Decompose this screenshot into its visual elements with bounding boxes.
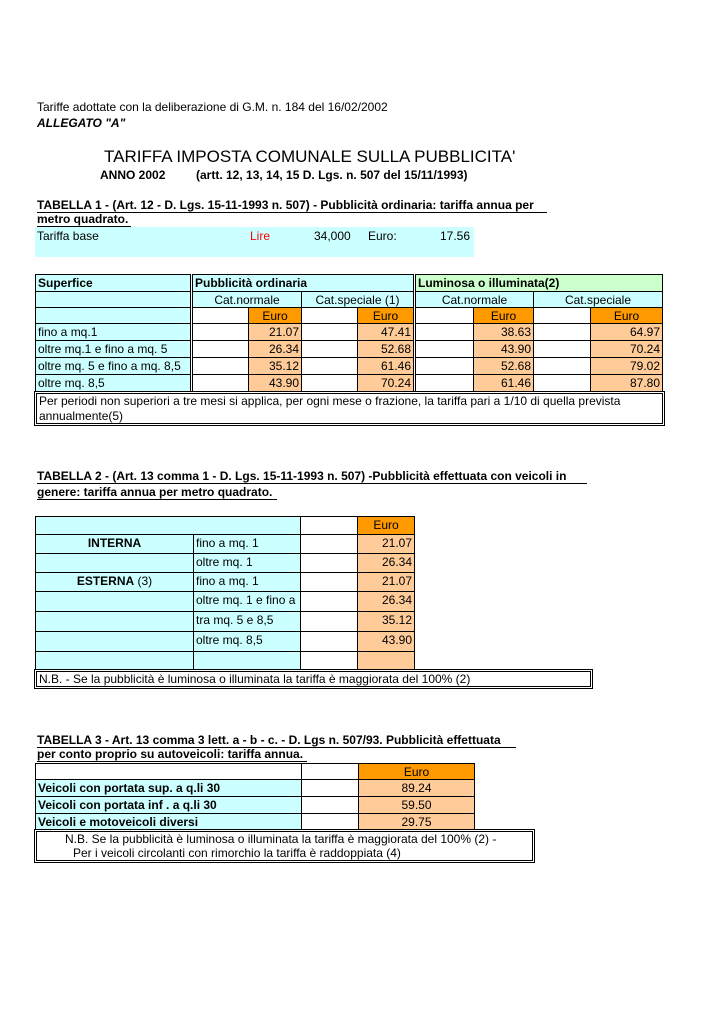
t1-h-luminosa: Luminosa o illuminata(2) — [415, 274, 663, 292]
t1-value: 38.63 — [473, 323, 534, 341]
t1-row-label: oltre mq. 5 e fino a mq. 8,5 — [35, 357, 191, 375]
anno-label: ANNO 2002 — [100, 168, 166, 182]
t2-blank-cell — [300, 651, 358, 670]
t2-blank-cell — [300, 631, 358, 652]
header-line: Tariffe adottate con la deliberazione di G.M. n. 184 del 16/02/2002 — [37, 100, 388, 114]
t2-title: TABELLA 2 - (Art. 13 comma 1 - D. Lgs. 15-11-1993 n. 507) -Pubblicità effettuata con veicoli in — [37, 469, 567, 483]
t1-row-label: oltre mq.1 e fino a mq. 5 — [35, 340, 191, 358]
t1-cat-speciale1: Cat.speciale (1) — [301, 291, 414, 308]
t1-value: 79.02 — [590, 357, 663, 375]
t3-blank-cell — [301, 813, 359, 830]
t2-blank-cell — [357, 651, 415, 670]
t1-blank-cell — [192, 307, 249, 324]
t1-title-cont: metro quadrato. — [37, 212, 129, 226]
t3-value: 29.75 — [358, 813, 475, 830]
t1-lire-label: Lire — [250, 229, 271, 243]
t3-blank-cell — [301, 779, 359, 797]
t1-blank-cell — [192, 323, 249, 341]
page-title: TARIFFA IMPOSTA COMUNALE SULLA PUBBLICITA' — [104, 147, 516, 166]
t2-blank-cell — [35, 611, 194, 632]
t2-row-label: oltre mq. 1 — [193, 553, 301, 573]
t1-value: 61.46 — [473, 374, 534, 392]
t1-value: 43.90 — [473, 340, 534, 358]
t1-note-box — [34, 391, 665, 426]
t3-row-label: Veicoli con portata sup. a q.li 30 — [35, 779, 302, 797]
t2-blank-cell — [35, 651, 194, 670]
t1-blank-cell — [415, 323, 474, 341]
t3-title-cont: per conto proprio su autoveicoli: tariffa annua. — [37, 747, 304, 761]
t1-note-line: annualmente(5) — [39, 409, 124, 423]
t2-blank-cell — [35, 553, 194, 573]
t1-blank-cell — [301, 323, 358, 341]
t2-row-label: tra mq. 5 e 8,5 — [193, 611, 301, 632]
t1-value: 70.24 — [357, 374, 414, 392]
t1-cat-normale: Cat.normale — [192, 291, 302, 308]
t1-blank-cell — [301, 357, 358, 375]
t1-blank-cell — [415, 374, 474, 392]
t1-value: 47.41 — [357, 323, 414, 341]
t2-value: 43.90 — [357, 631, 415, 652]
artt-label: (artt. 12, 13, 14, 15 D. Lgs. n. 507 del 15/11/1993) — [196, 168, 468, 182]
t3-note-line: N.B. Se la pubblicità è luminosa o illuminata la tariffa è maggiorata del 100% (2) - — [65, 832, 497, 846]
t2-blank-cell — [193, 651, 301, 670]
t1-euro-head: Euro — [248, 307, 302, 324]
t2-row-label: fino a mq. 1 — [193, 572, 301, 592]
t3-row-label: Veicoli con portata inf . a q.li 30 — [35, 796, 302, 814]
t1-blank-cell — [415, 307, 474, 324]
allegato-label: ALLEGATO "A" — [37, 116, 126, 130]
t3-value: 59.50 — [358, 796, 475, 814]
t2-blank-cell — [300, 611, 358, 632]
t1-euro-blank — [35, 307, 191, 324]
t3-row-label: Veicoli e motoveicoli diversi — [35, 813, 302, 830]
t1-blank-cell — [301, 307, 358, 324]
t1-euro-head: Euro — [590, 307, 663, 324]
t1-blank-cell — [192, 357, 249, 375]
t1-value: 64.97 — [590, 323, 663, 341]
t3-value: 89.24 — [358, 779, 475, 797]
t3-blank-cell — [301, 796, 359, 814]
t1-title: TABELLA 1 - (Art. 12 - D. Lgs. 15-11-1993 n. 507) - Pubblicità ordinaria: tariffa annua per — [37, 198, 534, 212]
t2-esterna-note: (3) — [137, 574, 153, 588]
t2-blank-cell — [35, 631, 194, 652]
t3-title: TABELLA 3 - Art. 13 comma 3 lett. a - b - c. - D. Lgs n. 507/93. Pubblicità effettuata — [37, 733, 501, 747]
t1-h-superfice: Superfice — [35, 274, 191, 292]
t1-euro-value: 17.56 — [440, 229, 471, 243]
t2-euro-head: Euro — [357, 516, 415, 535]
t1-base-label: Tariffa base — [37, 229, 99, 243]
t2-value: 26.34 — [357, 591, 415, 612]
t2-blank-cell — [300, 534, 358, 554]
t1-blank-cell — [533, 357, 591, 375]
t1-value: 43.90 — [248, 374, 302, 392]
t1-value: 26.34 — [248, 340, 302, 358]
t1-note-line: Per periodi non superiori a tre mesi si applica, per ogni mese o frazione, la tariffa pari a 1/10 di quella prevista — [39, 394, 621, 408]
t1-blank-cell — [415, 357, 474, 375]
t1-value: 87.80 — [590, 374, 663, 392]
t2-head-blank — [35, 516, 301, 535]
t1-euro-head: Euro — [473, 307, 534, 324]
t1-cat-blank — [35, 291, 191, 308]
t1-blank-cell — [533, 340, 591, 358]
t3-euro-head: Euro — [358, 763, 475, 780]
t1-blank-cell — [415, 340, 474, 358]
t2-interna: INTERNA — [35, 534, 194, 554]
t2-value: 26.34 — [357, 553, 415, 573]
t2-value: 21.07 — [357, 534, 415, 554]
t1-euro-label: Euro: — [368, 229, 397, 243]
t1-value: 21.07 — [248, 323, 302, 341]
t2-blank-cell — [300, 553, 358, 573]
t1-h-ordinaria: Pubblicità ordinaria — [192, 274, 414, 292]
t1-blank-cell — [192, 340, 249, 358]
t1-blank-cell — [533, 374, 591, 392]
t2-blank-cell — [300, 591, 358, 612]
t2-esterna-cell — [35, 572, 194, 592]
t2-note: N.B. - Se la pubblicità è luminosa o illuminata la tariffa è maggiorata del 100% (2) — [34, 669, 593, 689]
t1-euro-head: Euro — [357, 307, 414, 324]
t2-blank-cell — [300, 572, 358, 592]
t1-value: 52.68 — [357, 340, 414, 358]
t1-blank-cell — [533, 323, 591, 341]
t3-note-line: Per i veicoli circolanti con rimorchio la tariffa è raddoppiata (4) — [73, 846, 401, 860]
t2-row-label: fino a mq. 1 — [193, 534, 301, 554]
t1-blank-cell — [301, 374, 358, 392]
t1-cat-speciale2: Cat.speciale — [533, 291, 663, 308]
t3-head-blank — [35, 763, 302, 780]
t3-note-box — [34, 829, 535, 863]
t1-value: 61.46 — [357, 357, 414, 375]
t2-blank-cell — [35, 591, 194, 612]
t1-lire-value: 34,000 — [314, 229, 351, 243]
t1-row-label: oltre mq. 8,5 — [35, 374, 191, 392]
t2-value: 35.12 — [357, 611, 415, 632]
t2-row-label: oltre mq. 8,5 — [193, 631, 301, 652]
t1-blank-cell — [301, 340, 358, 358]
t2-esterna: ESTERNA — [76, 574, 135, 588]
t1-value: 70.24 — [590, 340, 663, 358]
t1-value: 35.12 — [248, 357, 302, 375]
t1-value: 52.68 — [473, 357, 534, 375]
t2-title-cont: genere: tariffa annua per metro quadrato. — [37, 485, 273, 499]
t1-blank-cell — [192, 374, 249, 392]
t1-cat-normale2: Cat.normale — [415, 291, 534, 308]
t1-blank-cell — [533, 307, 591, 324]
t2-blank-cell — [300, 516, 358, 535]
t2-value: 21.07 — [357, 572, 415, 592]
t3-blank-cell — [301, 763, 359, 780]
t1-row-label: fino a mq.1 — [35, 323, 191, 341]
t2-row-label: oltre mq. 1 e fino a — [193, 591, 301, 612]
